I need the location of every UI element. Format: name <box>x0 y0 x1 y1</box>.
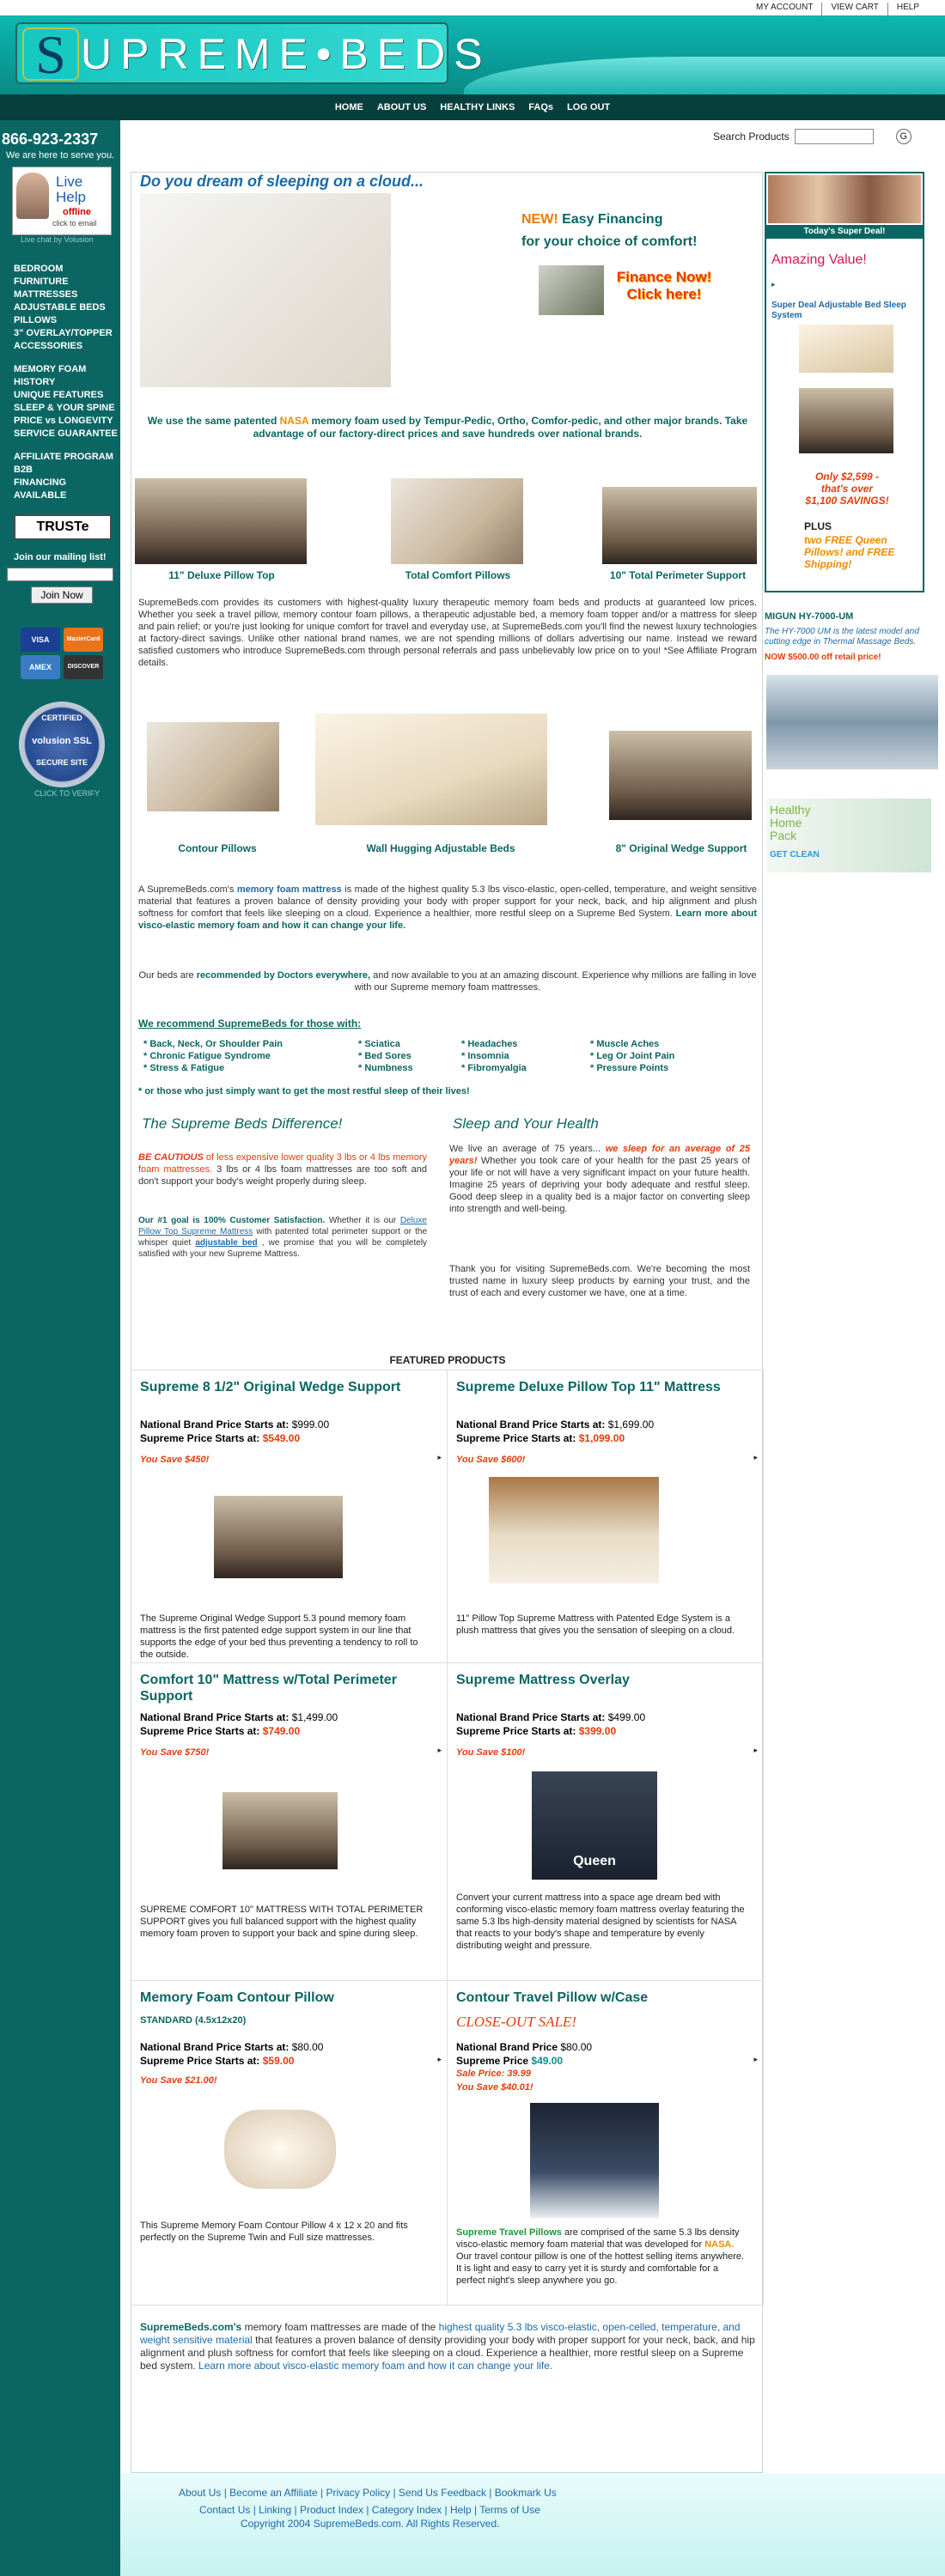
goal-heading: Our #1 goal is 100% Customer Satisfaction. <box>138 1216 326 1225</box>
national-price-value: $1,699.00 <box>607 1419 655 1431</box>
caption-contour-pillows[interactable]: Contour Pillows <box>178 842 257 854</box>
product-image[interactable] <box>530 2103 659 2218</box>
doctors-paragraph <box>138 969 757 993</box>
product-title[interactable]: Supreme 8 1/2" Original Wedge Support <box>140 1380 401 1394</box>
goal-c: , we promise that you will be completely satisfied with your new Supreme Mattress. <box>138 1238 428 1259</box>
recommend-tail: * or those who just simply want to get the most restful sleep of their lives! <box>138 1086 470 1097</box>
my-account-link[interactable]: MY ACCOUNT <box>755 3 814 12</box>
menu-pillows[interactable]: PILLOWS <box>14 315 58 325</box>
mastercard-icon: MasterCard <box>64 628 103 652</box>
menu-bedroom-furniture[interactable]: BEDROOM FURNITURE <box>14 264 69 287</box>
deal-arrow-icon: ▸ <box>771 280 776 289</box>
national-price-value: $499.00 <box>607 1711 646 1723</box>
national-price-value: $999.00 <box>291 1419 330 1431</box>
bottom-c: highest quality 5.3 lbs visco-elastic, open-celled, temperature, and weight sensitive material <box>140 2321 741 2346</box>
product-description: Convert your current mattress into a space age dream bed with conforming visco-elastic memory foam mattress overlay featuring the same 5.3 lbs high-density material designed by scientists for NASA that reacts to your body's shape and temperature by evenly distributing weight and pressure. <box>456 1893 745 1951</box>
ssl-seal[interactable] <box>19 702 105 787</box>
operator-avatar <box>16 173 49 219</box>
new-badge: NEW! <box>521 212 558 227</box>
menu-memory-foam-history[interactable]: MEMORY FOAM HISTORY <box>14 364 87 387</box>
supreme-price <box>140 1725 300 1737</box>
desc-a: are comprised of the same 5.3 lbs density visco-elastic memory foam material that was developed for <box>456 2227 740 2250</box>
supreme-price <box>456 1725 616 1737</box>
doctors-bold: recommended by Doctors everywhere, <box>196 970 371 981</box>
recommend-list <box>143 1038 719 1074</box>
menu-affiliate-program[interactable]: AFFILIATE PROGRAM <box>14 452 113 462</box>
menu-b2b[interactable]: B2B <box>14 465 34 475</box>
left-sidebar <box>0 120 120 2473</box>
product-description <box>456 2227 748 2287</box>
deal-plus: PLUS <box>804 520 832 532</box>
national-price-value: $80.00 <box>560 2041 593 2053</box>
view-cart-link[interactable]: VIEW CART <box>821 3 887 15</box>
copyright: Copyright 2004 SupremeBeds.com. All Rights Reserved. <box>241 2518 500 2530</box>
rec-item: * Numbness <box>358 1063 413 1073</box>
rec-item: * Leg Or Joint Pain <box>590 1051 675 1061</box>
national-price <box>456 2041 592 2053</box>
arrow-right-icon[interactable]: ▸ <box>753 1453 758 1461</box>
product-image[interactable] <box>224 2110 336 2189</box>
menu-mattresses[interactable]: MATTRESSES <box>14 289 78 300</box>
site-logo[interactable] <box>15 22 491 85</box>
arrow-right-icon[interactable]: ▸ <box>753 2055 758 2063</box>
arrow-right-icon[interactable]: ▸ <box>437 1453 442 1461</box>
caution-word: BE CAUTIOUS <box>138 1152 204 1163</box>
caption-comfort-pillows[interactable]: Total Comfort Pillows <box>405 569 511 581</box>
supreme-price <box>456 1432 625 1444</box>
menu-overlay-topper[interactable]: 3" OVERLAY/TOPPER <box>14 328 113 338</box>
closeout-sale: CLOSE-OUT SALE! <box>456 2014 576 2030</box>
menu-gap <box>14 353 120 363</box>
sale-price: Sale Price: 39.99 <box>456 2069 531 2079</box>
you-save: You Save $21.00! <box>140 2075 217 2086</box>
supreme-price-value: $399.00 <box>578 1725 617 1737</box>
migun-title[interactable]: MIGUN HY-7000-UM <box>765 611 854 622</box>
overlay-size-label: Queen <box>573 1854 616 1868</box>
goal-a: Whether it is our <box>328 1216 397 1225</box>
menu-accessories[interactable]: ACCESSORIES <box>14 341 83 351</box>
national-price-label: National Brand Price Starts at: <box>456 1419 606 1431</box>
contour-pillows-image[interactable] <box>147 722 279 811</box>
product-description: SUPREME COMFORT 10" MATTRESS WITH TOTAL PERIMETER SUPPORT gives you full balanced support with the highest quality memory foam proven to support your back and spine during sleep. <box>140 1905 424 1939</box>
discover-icon: DISCOVER <box>64 655 103 679</box>
click-to-verify[interactable]: CLICK TO VERIFY <box>34 789 101 798</box>
product-card[interactable] <box>131 1370 448 1663</box>
mem-pre: A SupremeBeds.com's <box>138 884 235 895</box>
caption-pillow-top[interactable]: 11" Deluxe Pillow Top <box>168 569 275 581</box>
product-title[interactable]: Contour Travel Pillow w/Case <box>456 1990 649 2005</box>
national-price-label: National Brand Price Starts at: <box>140 2041 290 2053</box>
supreme-price-value: $49.00 <box>531 2055 564 2067</box>
supreme-price-label: Supreme Price Starts at: <box>140 1725 260 1737</box>
rec-item: * Sciatica <box>358 1039 400 1049</box>
deal-free: two FREE Queen Pillows! and FREE Shipping! <box>804 534 895 570</box>
money-calculator-image <box>539 265 604 315</box>
you-save: You Save $450! <box>140 1455 210 1465</box>
supreme-price-label: Supreme Price Starts at: <box>456 1432 576 1444</box>
nav-about-us[interactable]: ABOUT US <box>376 102 427 112</box>
bottom-b: memory foam mattresses are made of the <box>244 2321 436 2333</box>
product-description: 11" Pillow Top Supreme Mattress with Patented Edge System is a plush mattress that gives you the sensation of sleeping on a cloud. <box>456 1613 735 1636</box>
adjustable-bed-deal-image[interactable] <box>799 325 893 373</box>
search-label: Search Products <box>713 131 790 143</box>
footer-links-1[interactable]: About Us | Become an Affiliate | Privacy Policy | Send Us Feedback | Bookmark Us <box>179 2487 557 2499</box>
site-header <box>0 15 945 94</box>
seal-bottom-text: SECURE SITE <box>35 758 88 767</box>
caption-wedge-support[interactable]: 8" Original Wedge Support <box>615 842 747 854</box>
search-go-button[interactable]: G <box>896 129 911 144</box>
menu-unique-features[interactable]: UNIQUE FEATURES <box>14 390 104 400</box>
national-price-value: $80.00 <box>291 2041 324 2053</box>
rec-item: * Headaches <box>461 1039 518 1049</box>
product-card[interactable] <box>448 1370 764 1663</box>
supreme-price <box>140 2055 294 2067</box>
supreme-price <box>140 1432 300 1444</box>
supreme-price-value: $1,099.00 <box>578 1432 625 1444</box>
supreme-price <box>456 2055 563 2067</box>
learn-more-link[interactable]: Learn more about visco-elastic memory foam and how it can change your life. <box>138 908 757 931</box>
national-price-value: $1,499.00 <box>291 1711 338 1723</box>
supreme-price-label: Supreme Price Starts at: <box>456 1725 576 1737</box>
migun-image[interactable] <box>766 675 938 769</box>
rec-item: * Insomnia <box>461 1051 509 1061</box>
seal-top-text: CERTIFIED <box>41 714 82 722</box>
utility-links <box>0 0 945 15</box>
truste-badge[interactable]: TRUSTe <box>14 514 112 540</box>
live-help-title: Live Help <box>56 173 86 205</box>
super-deal-title[interactable]: Super Deal Adjustable Bed Sleep System <box>771 301 906 320</box>
menu-adjustable-beds[interactable]: ADJUSTABLE BEDS <box>14 302 106 313</box>
arrow-right-icon[interactable]: ▸ <box>437 2055 442 2063</box>
menu-financing[interactable]: FINANCING AVAILABLE <box>14 477 67 501</box>
site-footer <box>0 2473 945 2576</box>
nav-healthy-links[interactable]: HEALTHY LINKS <box>440 102 515 112</box>
supreme-price-value: $549.00 <box>262 1432 301 1444</box>
memory-foam-mattress-link[interactable]: memory foam mattress <box>236 884 342 895</box>
finance-now-text: Finance Now! <box>616 269 712 285</box>
main-nav <box>0 94 945 120</box>
product-image[interactable] <box>489 1477 659 1583</box>
bottom-learn-more-link[interactable]: Learn more about visco-elastic memory foam and how it can change your life. <box>198 2360 553 2372</box>
product-card[interactable] <box>131 1663 448 1981</box>
nasa-paragraph <box>131 415 764 440</box>
product-image[interactable] <box>223 1792 338 1869</box>
wedge-support-image[interactable] <box>609 731 752 820</box>
supreme-price-label: Supreme Price Starts at: <box>140 1432 260 1444</box>
rec-item: * Chronic Fatigue Syndrome <box>143 1051 271 1061</box>
you-save: You Save $100! <box>456 1747 526 1758</box>
supreme-price-label: Supreme Price <box>456 2055 529 2067</box>
nav-faqs[interactable]: FAQs <box>528 102 554 112</box>
super-deal-box[interactable] <box>765 172 924 592</box>
serve-text: We are here to serve you. <box>5 150 115 161</box>
nav-log-out[interactable]: LOG OUT <box>567 102 611 112</box>
search-input[interactable] <box>795 129 874 144</box>
product-description: This Supreme Memory Foam Contour Pillow 4 x 12 x 20 and fits perfectly on the Supreme Twin and Full size mattresses. <box>140 2221 408 2243</box>
supreme-price-value: $59.00 <box>262 2055 295 2067</box>
adjustable-bed-link[interactable]: adjustable bed <box>195 1238 258 1248</box>
caption-adjustable-beds[interactable]: Wall Hugging Adjustable Beds <box>366 842 515 854</box>
product-title[interactable]: Memory Foam Contour Pillow <box>140 1990 334 2005</box>
get-clean-text: GET CLEAN <box>770 850 820 860</box>
healthy-home-text: Healthy Home Pack <box>770 803 811 842</box>
bottom-paragraph <box>140 2321 755 2372</box>
doctors-post: and now available to you at an amazing discount. Experience why millions are falling in love with our Supreme memory foam mattresses. <box>354 970 757 993</box>
health-p1b: we sleep for an average of 25 years! <box>449 1144 750 1166</box>
national-price <box>456 1711 645 1723</box>
product-image[interactable] <box>532 1771 657 1880</box>
rec-item: * Stress & Fatigue <box>143 1063 225 1073</box>
seal-mid-text: volusion SSL <box>32 736 92 746</box>
caution-tail: 3 lbs or 4 lbs foam mattresses are too soft and don't support your body's weight properly during sleep. <box>138 1164 427 1187</box>
logo-name: UPREME•BEDS <box>81 30 491 78</box>
nav-home[interactable]: HOME <box>334 102 363 112</box>
super-deal-bar: Today's Super Deal! <box>766 225 923 239</box>
supreme-price-value: $749.00 <box>262 1725 301 1737</box>
desc-nasa: NASA. <box>704 2239 735 2250</box>
national-price <box>456 1419 654 1431</box>
travel-pillows-link[interactable]: Supreme Travel Pillows <box>456 2227 562 2238</box>
menu-price-longevity[interactable]: PRICE vs LONGEVITY <box>14 416 113 426</box>
healthy-home-banner[interactable] <box>766 799 931 872</box>
live-help-button[interactable] <box>12 167 112 235</box>
national-price <box>140 1711 338 1723</box>
menu-gap <box>14 440 120 451</box>
mem-body: is made of the highest quality 5.3 lbs visco-elastic, open-celled, temperature, and weight sensitive material that features a proven balance of density providing your body with proper support for your neck, back, and hip alignment and plush softness for comfort that feels like sleeping on a cloud. Experience a healthier, more restful sleep on a Supreme Bed System. <box>138 884 757 919</box>
mailing-list-label: Join our mailing list! <box>14 552 107 562</box>
deal-savings: Only $2,599 - that's over $1,100 SAVINGS! <box>805 471 889 507</box>
product-title[interactable]: Supreme Deluxe Pillow Top 11" Mattress <box>456 1380 721 1394</box>
intro-paragraph: SupremeBeds.com provides its customers with highest-quality luxury therapeutic memory foam beds and products at guaranteed low prices. Whether you seek a travel pillow, memory contour foam pillows, a therapeutic adjustable bed, a memory foam topper and/or a mattress for sleep and pain relief; or you're just looking for unique comfort for travel and everyday use, at SupremeBeds.com you'll find the newest luxury technologies at factory-direct savings. Unlike other national brand names, we are not spending millions of dollars advertising our name. Instead we reward satisfied customers who introduce SupremeBeds.com through personal referrals and pass unbelievably low price on to you! *See Affiliate Program details. <box>138 598 757 668</box>
product-image[interactable] <box>214 1496 343 1578</box>
click-here-text: Click here! <box>626 286 702 302</box>
financing-subtitle: for your choice of comfort! <box>521 234 698 249</box>
financing-title <box>521 212 662 228</box>
live-chat-credit: Live chat by Volusion <box>21 235 94 244</box>
supreme-price-label: Supreme Price Starts at: <box>140 2055 260 2067</box>
comfort-pillows-image[interactable] <box>391 478 523 564</box>
rec-item: * Fibromyalgia <box>461 1063 527 1073</box>
national-price-label: National Brand Price Starts at: <box>140 1419 290 1431</box>
product-description: The Supreme Original Wedge Support 5.3 pound memory foam mattress is the first patented edge support system in our line that supports the edge of your bed thus preventing a tendency to roll to the outside. <box>140 1613 418 1660</box>
bottom-d: that features a proven balance of density providing your body with proper support for your neck, back, and hip alignment and plush softness for comfort that feels like sleeping on a cloud. Experience a healthier, more restful sleep on a Supreme bed system. <box>140 2334 755 2372</box>
goal-paragraph <box>138 1215 427 1260</box>
footer-inner <box>120 2473 945 2576</box>
amazing-value: Amazing Value! <box>771 252 867 267</box>
featured-heading: FEATURED PRODUCTS <box>389 1354 506 1366</box>
migun-price: NOW $500.00 off retail price! <box>765 653 881 662</box>
doctors-pre: Our beds are <box>138 970 194 981</box>
deluxe-pillow-top-link[interactable]: Deluxe Pillow Top Supreme Mattress <box>138 1216 427 1236</box>
payment-cards <box>21 628 120 679</box>
product-size: STANDARD (4.5x12x20) <box>140 2015 247 2026</box>
help-link[interactable]: HELP <box>887 3 928 15</box>
caution-rest: of less expensive lower quality 3 lbs or 4 lbs memory foam mattresses. <box>138 1152 427 1175</box>
search-bar <box>713 129 911 144</box>
bed-deal-image[interactable] <box>799 388 893 453</box>
category-menu <box>0 263 120 502</box>
live-help-email: click to email <box>52 219 97 228</box>
national-price <box>140 1419 329 1431</box>
memory-foam-paragraph <box>138 884 757 932</box>
nasa-word: NASA <box>279 415 309 427</box>
recommend-heading: We recommend SupremeBeds for those with: <box>138 1018 362 1030</box>
footer-links-2[interactable]: Contact Us | Linking | Product Index | Category Index | Help | Terms of Use <box>199 2504 540 2516</box>
bottom-a: SupremeBeds.com's <box>140 2321 242 2333</box>
adjustable-bed-image[interactable] <box>315 714 547 825</box>
you-save: You Save $600! <box>456 1455 526 1465</box>
rec-item: * Bed Sores <box>358 1051 412 1061</box>
national-price-label: National Brand Price Starts at: <box>456 1711 606 1723</box>
health-heading: Sleep and Your Health <box>453 1115 599 1132</box>
you-save: You Save $40.01! <box>456 2082 533 2093</box>
live-help-status: offline <box>63 207 91 217</box>
rec-item: * Muscle Aches <box>590 1039 660 1049</box>
visa-icon: VISA <box>21 628 60 652</box>
national-price-label: National Brand Price <box>456 2041 558 2053</box>
product-card[interactable] <box>131 1981 448 2306</box>
menu-sleep-spine[interactable]: SLEEP & YOUR SPINE <box>14 403 115 413</box>
migun-description: The HY-7000 UM is the latest model and cutting edge in Thermal Massage Beds. <box>765 627 919 647</box>
menu-service-guarantee[interactable]: SERVICE GUARANTEE <box>14 428 118 439</box>
logo-initial: S <box>22 27 79 81</box>
mailing-email-input[interactable] <box>7 568 113 581</box>
join-now-button[interactable]: Join Now <box>31 586 93 604</box>
difference-heading: The Supreme Beds Difference! <box>142 1115 343 1132</box>
product-title[interactable]: Comfort 10" Mattress w/Total Perimeter Support <box>140 1673 397 1704</box>
product-title[interactable]: Supreme Mattress Overlay <box>456 1673 630 1687</box>
hero-meditation-image <box>140 193 391 387</box>
desc-b: Our travel contour pillow is one of the hottest selling items anywhere. It is light and easy to carry yet it is sturdy and comfortable for a perfect night's sleep anywhere you go. <box>456 2251 745 2286</box>
health-paragraph <box>449 1143 750 1215</box>
rec-item: * Back, Neck, Or Shoulder Pain <box>143 1039 284 1049</box>
product-card[interactable] <box>448 1981 764 2306</box>
perimeter-support-image[interactable] <box>602 487 757 564</box>
caption-perimeter-support[interactable]: 10" Total Perimeter Support <box>609 569 747 581</box>
easy-financing: Easy Financing <box>562 212 663 227</box>
amex-icon: AMEX <box>21 655 60 679</box>
arrow-right-icon[interactable]: ▸ <box>753 1746 758 1754</box>
goal-b: with patented total perimeter support or the whisper quiet <box>138 1227 428 1248</box>
caution-paragraph <box>138 1151 427 1188</box>
finance-now-link[interactable] <box>613 269 716 303</box>
rec-item: * Pressure Points <box>590 1063 669 1073</box>
phone-number: 866-923-2337 <box>2 131 99 148</box>
nasa-post: memory foam used by Tempur-Pedic, Ortho, Comfor-pedic, and other major brands. Take advantage of our factory-direct prices and save hundreds over national brands. <box>253 415 748 440</box>
health-p1c: Whether you took care of your health for the past 25 years of your life or not will have a very significant impact on your future health. Imagine 25 years of depriving your body adequate and restful sleep. Good deep sleep in a quality bed is a major factor on converting sleep into strength and well-being. <box>449 1156 750 1214</box>
hero-headline: Do you dream of sleeping on a cloud... <box>140 173 424 190</box>
nasa-pre: We use the same patented <box>147 415 277 427</box>
health-p1a: We live an average of 75 years... <box>449 1144 601 1154</box>
arrow-right-icon[interactable]: ▸ <box>437 1746 442 1754</box>
national-price-label: National Brand Price Starts at: <box>140 1711 290 1723</box>
national-price <box>140 2041 323 2053</box>
main-content <box>131 172 763 2473</box>
you-save: You Save $750! <box>140 1747 210 1758</box>
product-card[interactable] <box>448 1663 764 1981</box>
header-swoosh <box>464 57 945 94</box>
right-column <box>765 172 945 945</box>
deal-banner-image <box>768 175 921 223</box>
thank-you-paragraph: Thank you for visiting SupremeBeds.com. We're becoming the most trusted name in luxury sleep products by earning your trust, and the trust of each and every customer we have, one at a time. <box>449 1264 750 1298</box>
pillow-top-image[interactable] <box>135 478 307 564</box>
